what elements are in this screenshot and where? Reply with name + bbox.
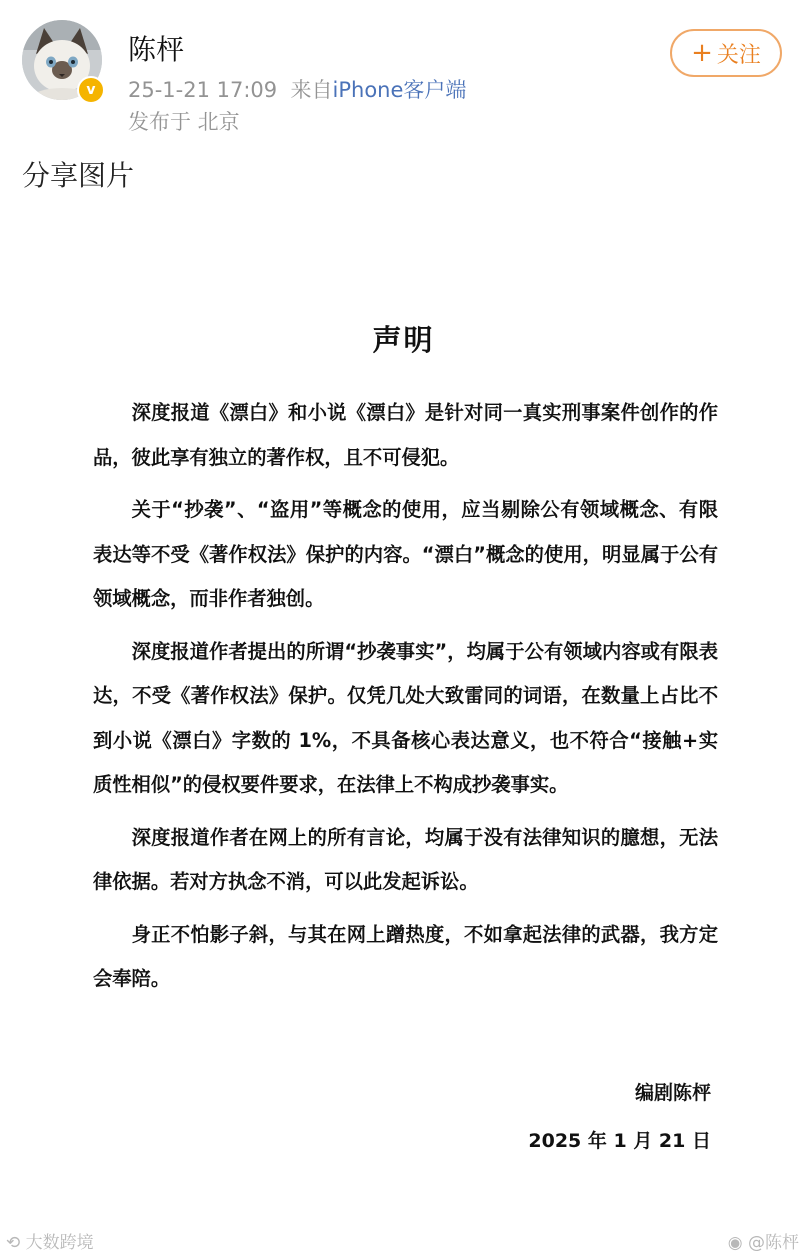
post-source-link[interactable]: iPhone客户端	[332, 78, 467, 102]
statement-paragraph: 关于“抄袭”、“盗用”等概念的使用，应当剔除公有领域概念、有限表达等不受《著作权法》保护的内容。“漂白”概念的使用，明显属于公有领域概念，而非作者独创。	[93, 498, 718, 610]
post-timestamp: 25-1-21 17:09	[128, 78, 278, 102]
statement-title: 声明	[372, 323, 435, 357]
statement-paragraph: 深度报道《漂白》和小说《漂白》是针对同一真实刑事案件创作的作品，彼此享有独立的著作权，且不可侵犯。	[93, 401, 718, 469]
plus-icon: +	[691, 38, 713, 68]
statement-paragraph: 深度报道作者提出的所谓“抄袭事实”，均属于公有领域内容或有限表达，不受《著作权法》保护。仅凭几处大致雷同的词语，在数量上占比不到小说《漂白》字数的 1%，不具备核心表达意义，也不符合“接触+实质性相似”的侵权要件要求，在法律上不构成抄袭事实。	[93, 639, 718, 796]
username[interactable]: 陈枰	[128, 33, 185, 66]
watermark-logo-icon: ⟲	[6, 1233, 21, 1253]
post-meta	[128, 74, 466, 104]
watermark-left: ⟲ 大数跨境	[6, 1233, 94, 1253]
post-text: 分享图片	[22, 159, 135, 192]
statement-image[interactable]	[0, 300, 807, 1200]
post-location: 发布于 北京	[128, 110, 240, 134]
statement-body	[93, 391, 718, 1010]
follow-button[interactable]	[670, 29, 782, 77]
post-header	[0, 0, 807, 140]
statement-paragraph: 身正不怕影子斜，与其在网上蹭热度，不如拿起法律的武器，我方定会奉陪。	[93, 922, 718, 990]
statement-date: 2025 年 1 月 21 日	[528, 1130, 711, 1152]
statement-paragraph: 深度报道作者在网上的所有言论，均属于没有法律知识的臆想，无法律依据。若对方执念不消，可以此发起诉讼。	[93, 825, 718, 893]
weibo-logo-icon: ◉	[727, 1233, 743, 1253]
statement-author: 编剧陈枰	[634, 1082, 711, 1104]
source-prefix: 来自	[290, 78, 333, 102]
follow-label: 关注	[716, 42, 761, 68]
watermark-right: ◉ @陈枰	[727, 1233, 799, 1253]
verified-badge-icon: v	[77, 76, 105, 104]
